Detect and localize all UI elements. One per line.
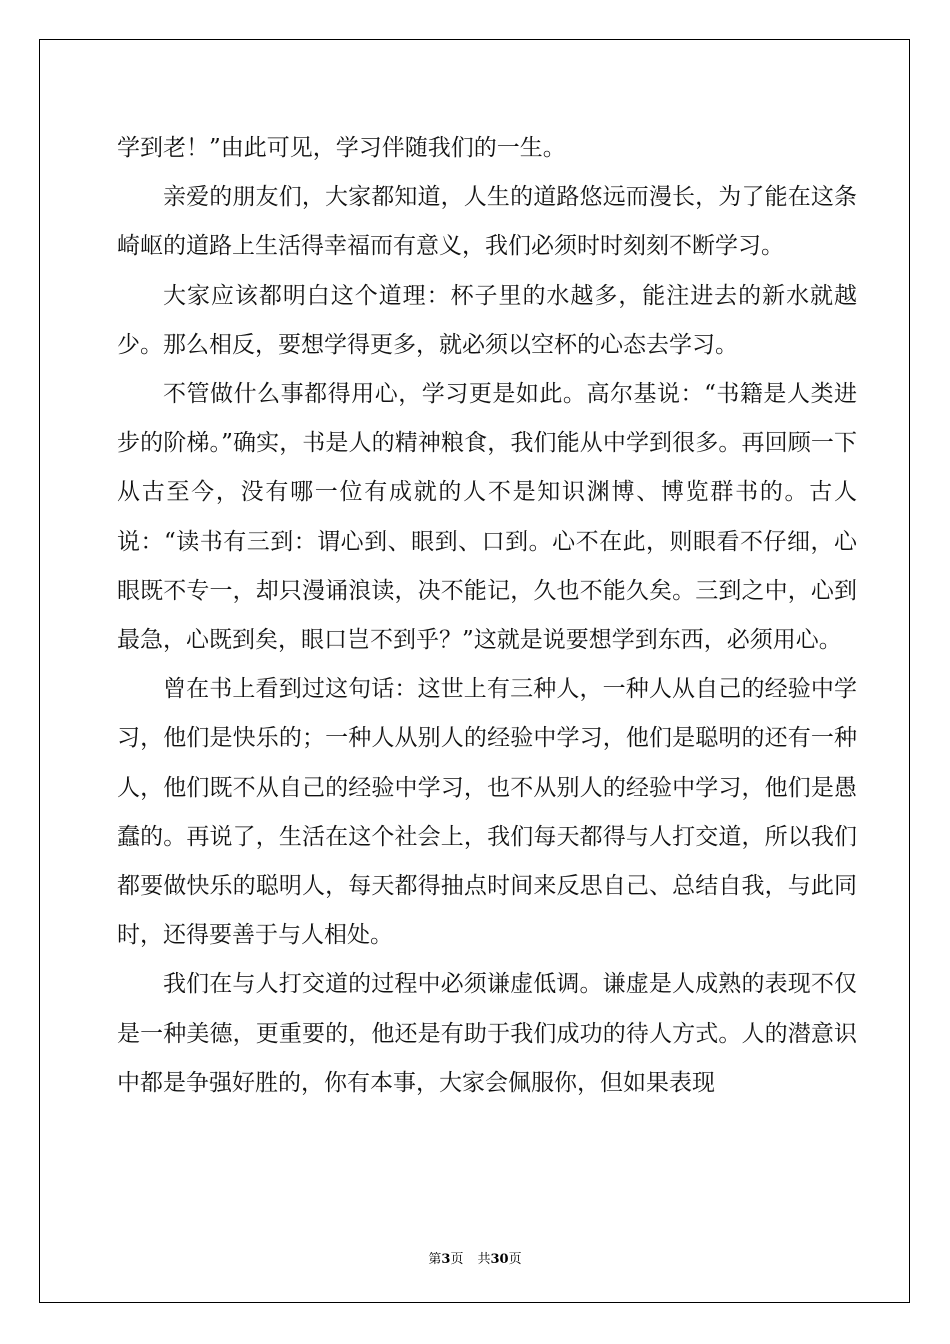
total-suffix: 页 <box>508 1252 522 1267</box>
total-prefix: 共 <box>477 1252 491 1267</box>
page-number: 3 <box>441 1252 451 1267</box>
paragraph-3: 大家应该都明白这个道理：杯子里的水越多，能注进去的新水就越少。那么相反，要想学得更多，就必须以空杯的心态去学习。 <box>117 282 857 358</box>
paragraph-5: 曾在书上看到过这句话：这世上有三种人，一种人从自己的经验中学习，他们是快乐的；一种人从别人的经验中学习，他们是聪明的还有一种人，他们既不从自己的经验中学习，也不从别人的经验中学习，他们是愚蠢的。再说了，生活在这个社会上，我们每天都得与人打交道，所以我们都要做快乐的聪明人，每天都得抽点时间来反思自己、总结自我，与此同时，还得要善于与人相处。 <box>117 676 857 949</box>
page-suffix: 页 <box>450 1252 464 1267</box>
page-prefix: 第 <box>428 1252 442 1267</box>
total-pages: 30 <box>490 1252 509 1267</box>
document-body <box>117 124 857 1108</box>
paragraph-4: 不管做什么事都得用心，学习更是如此。高尔基说：“书籍是人类进步的阶梯。”确实，书是人的精神粮食，我们能从中学到很多。再回顾一下从古至今，没有哪一位有成就的人不是知识渊博、博览群书的。古人说：“读书有三到：谓心到、眼到、口到。心不在此，则眼看不仔细，心眼既不专一，却只漫诵浪读，决不能记，久也不能久矣。三到之中，心到最急，心既到矣，眼口岂不到乎？”这就是说要想学到东西，必须用心。 <box>117 381 857 654</box>
page-footer <box>0 1248 950 1267</box>
paragraph-1: 学到老！”由此可见，学习伴随我们的一生。 <box>117 135 566 161</box>
paragraph-2: 亲爱的朋友们，大家都知道，人生的道路悠远而漫长，为了能在这条崎岖的道路上生活得幸福而有意义，我们必须时时刻刻不断学习。 <box>117 184 857 260</box>
paragraph-6: 我们在与人打交道的过程中必须谦虚低调。谦虚是人成熟的表现不仅是一种美德，更重要的，他还是有助于我们成功的待人方式。人的潜意识中都是争强好胜的，你有本事，大家会佩服你，但如果表现 <box>117 971 857 1096</box>
